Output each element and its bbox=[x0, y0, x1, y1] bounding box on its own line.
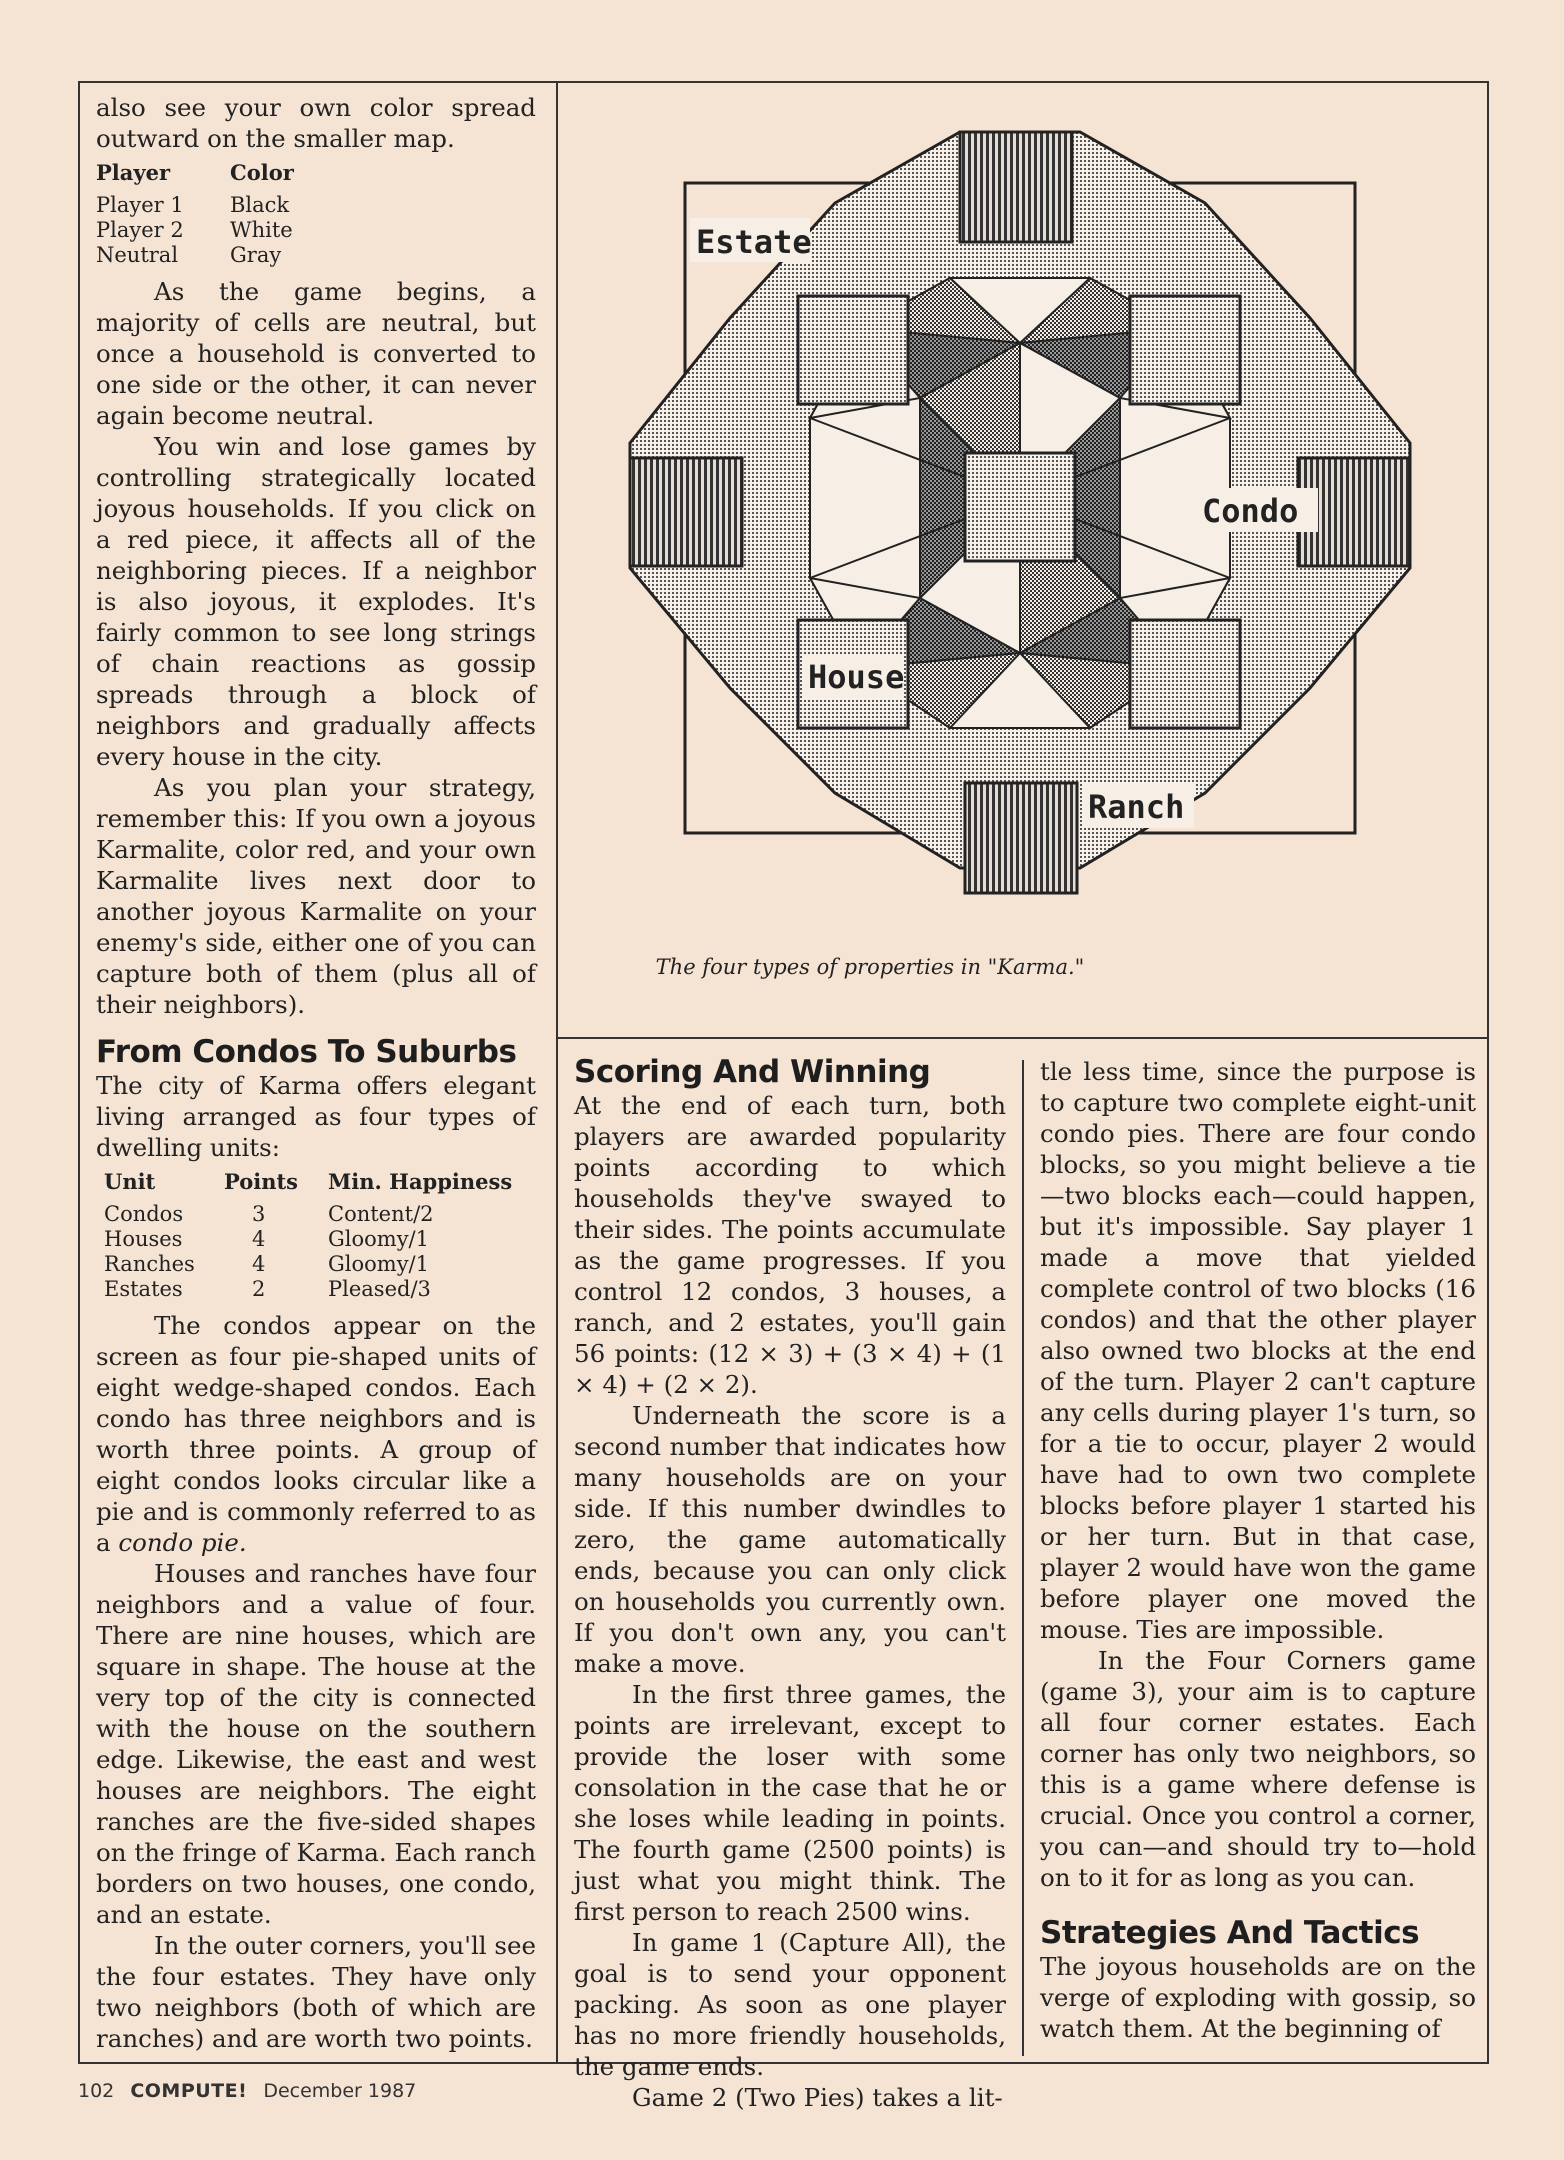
ranch-label: Ranch bbox=[1088, 788, 1185, 826]
paragraph: As the game begins, a majority of cells are neutral, but once a household is converted to one side or the other, it can never again become neutral. bbox=[96, 277, 536, 430]
paragraph: As you plan your strategy, remember this: If you own a joyous Karmalite, color red, and your own Karmalite lives next door to another joyous Karmalite on your enemy's side, either one of you can capture both of them (plus all of their neighbors). bbox=[96, 773, 536, 1019]
column-divider-right bbox=[1022, 1060, 1024, 2056]
table-cell: Condos bbox=[104, 1202, 184, 1226]
table-row bbox=[96, 193, 294, 218]
condo-label: Condo bbox=[1202, 492, 1299, 530]
paragraph: In game 1 (Capture All), the goal is to send your opponent packing. As soon as one player has no more friendly households, the game ends. bbox=[574, 1928, 1006, 2081]
intro-paragraph: also see your own color spread outward on the smaller map. bbox=[96, 93, 536, 153]
paragraph: Underneath the score is a second number that indicates how many households are on your side. If this number dwindles to zero, the game automatically ends, because you can only click on households you currently own. If you don't own any, you can't make a move. bbox=[574, 1401, 1006, 1678]
table-cell: Content/2 bbox=[328, 1202, 434, 1226]
section-heading: Scoring And Winning bbox=[574, 1054, 931, 1090]
table-cell: Pleased/3 bbox=[328, 1277, 431, 1301]
paragraph: In the outer corners, you'll see the four estates. They have only two neighbors (both of which are ranches) and are worth two points. bbox=[96, 1931, 536, 2053]
color-table bbox=[96, 160, 294, 268]
column-divider-left bbox=[556, 81, 558, 2064]
table-cell: Gloomy/1 bbox=[328, 1227, 429, 1251]
table-row bbox=[104, 1252, 512, 1277]
table-row bbox=[104, 1277, 512, 1302]
right-column bbox=[1040, 1056, 1476, 2056]
table-row bbox=[104, 1227, 512, 1252]
table-cell: Ranches bbox=[104, 1252, 195, 1276]
paragraph: The joyous households are on the verge of exploding with gossip, so watch them. At the beginning of bbox=[1040, 1952, 1476, 2043]
table-cell: Gray bbox=[230, 243, 282, 267]
paragraph: The city of Karma offers elegant living arranged as four types of dwelling units: bbox=[96, 1071, 536, 1162]
middle-column bbox=[574, 1040, 1006, 2112]
table-cell: 3 bbox=[252, 1202, 266, 1226]
table-cell: Neutral bbox=[96, 243, 179, 267]
table-cell: Player 1 bbox=[96, 193, 184, 217]
unit-table-header: Min. Happiness bbox=[328, 1169, 513, 1194]
estate-label: Estate bbox=[696, 223, 812, 261]
table-cell: Estates bbox=[104, 1277, 183, 1301]
house-west bbox=[630, 458, 742, 566]
house-top bbox=[960, 132, 1072, 242]
house-se bbox=[1130, 620, 1240, 728]
unit-table-header: Points bbox=[224, 1169, 299, 1194]
paragraph bbox=[96, 1310, 536, 1558]
table-cell: 4 bbox=[252, 1227, 266, 1251]
table-row bbox=[96, 243, 294, 268]
table-row bbox=[96, 218, 294, 243]
table-cell: Gloomy/1 bbox=[328, 1252, 429, 1276]
color-table-header: Player bbox=[96, 160, 171, 185]
emphasis-text: condo pie. bbox=[118, 1528, 247, 1557]
paragraph: At the end of each turn, both players are awarded popularity points according to which households they've swayed to their sides. The points accumulate as the game progresses. If you control 12 condos, 3 houses, a ranch, and 2 estates, you'll gain 56 points: (12 × 3) + (3 × 4) + (1 × 4) + (2 × 2). bbox=[574, 1091, 1006, 1399]
table-cell: White bbox=[230, 218, 293, 242]
karma-map-figure bbox=[620, 128, 1420, 898]
house-bottom bbox=[965, 783, 1077, 893]
unit-table-header: Unit bbox=[104, 1169, 156, 1194]
issue-date: December 1987 bbox=[263, 2080, 417, 2102]
figure-caption: The four types of properties in "Karma." bbox=[655, 955, 1085, 979]
house-nw bbox=[798, 296, 908, 404]
paragraph-text: The condos appear on the screen as four pie-shaped units of eight wedge-shaped condos. Each condo has three neighbors and is worth three points. A group of eight condos looks circular like a pie and is commonly referred to as a bbox=[96, 1311, 536, 1557]
paragraph: In the Four Corners game (game 3), your aim is to capture all four corner estates. Each corner has only two neighbors, so this is a game where defense is crucial. Once you control a corner, you can—and should try to—hold on to it for as long as you can. bbox=[1040, 1646, 1476, 1892]
table-cell: Black bbox=[230, 193, 290, 217]
unit-table bbox=[104, 1169, 512, 1302]
table-row bbox=[104, 1202, 512, 1227]
page-footer bbox=[78, 2080, 416, 2102]
paragraph: In the first three games, the points are irrelevant, except to provide the loser with some consolation in the case that he or she loses while leading in points. The fourth game (2500 points) is just what you might think. The first person to reach 2500 wins. bbox=[574, 1680, 1006, 1926]
magazine-name: COMPUTE! bbox=[130, 2080, 248, 2102]
paragraph: tle less time, since the purpose is to capture two complete eight-unit condo pies. There are four condo blocks, so you might believe a tie—two blocks each—could happen, but it's impossible. Say player 1 made a move that yielded complete control of two blocks (16 condos) and that the other player also owned two blocks at the end of the turn. Player 2 can't capture any cells during player 1's turn, so for a tie to occur, player 2 would have had to own two complete blocks before player 1 started his or her turn. But in that case, player 2 would have won the game before player one moved the mouse. Ties are impossible. bbox=[1040, 1057, 1476, 1644]
house-label: House bbox=[808, 658, 905, 696]
table-cell: 2 bbox=[252, 1277, 266, 1301]
house-center bbox=[965, 453, 1075, 561]
paragraph: Houses and ranches have four neighbors and a value of four. There are nine houses, which are square in shape. The house at the very top of the city is connected with the house on the southern edge. Likewise, the east and west houses are neighbors. The eight ranches are the five-sided shapes on the fringe of Karma. Each ranch borders on two houses, one condo, and an estate. bbox=[96, 1559, 536, 1929]
table-cell: Player 2 bbox=[96, 218, 184, 242]
section-heading: From Condos To Suburbs bbox=[96, 1034, 517, 1070]
paragraph: Game 2 (Two Pies) takes a lit- bbox=[632, 2083, 1003, 2112]
paragraph: You win and lose games by controlling strategically located joyous households. If you click on a red piece, it affects all of the neighboring pieces. If a neighbor is also joyous, it explodes. It's fairly common to see long strings of chain reactions as gossip spreads through a block of neighbors and gradually affects every house in the city. bbox=[96, 432, 536, 771]
house-ne bbox=[1130, 296, 1240, 404]
section-heading: Strategies And Tactics bbox=[1040, 1915, 1420, 1951]
figure-bottom-rule bbox=[556, 1037, 1489, 1039]
table-cell: 4 bbox=[252, 1252, 266, 1276]
left-column bbox=[96, 92, 536, 2052]
color-table-header: Color bbox=[230, 160, 294, 185]
table-cell: Houses bbox=[104, 1227, 183, 1251]
page-number: 102 bbox=[78, 2080, 115, 2102]
